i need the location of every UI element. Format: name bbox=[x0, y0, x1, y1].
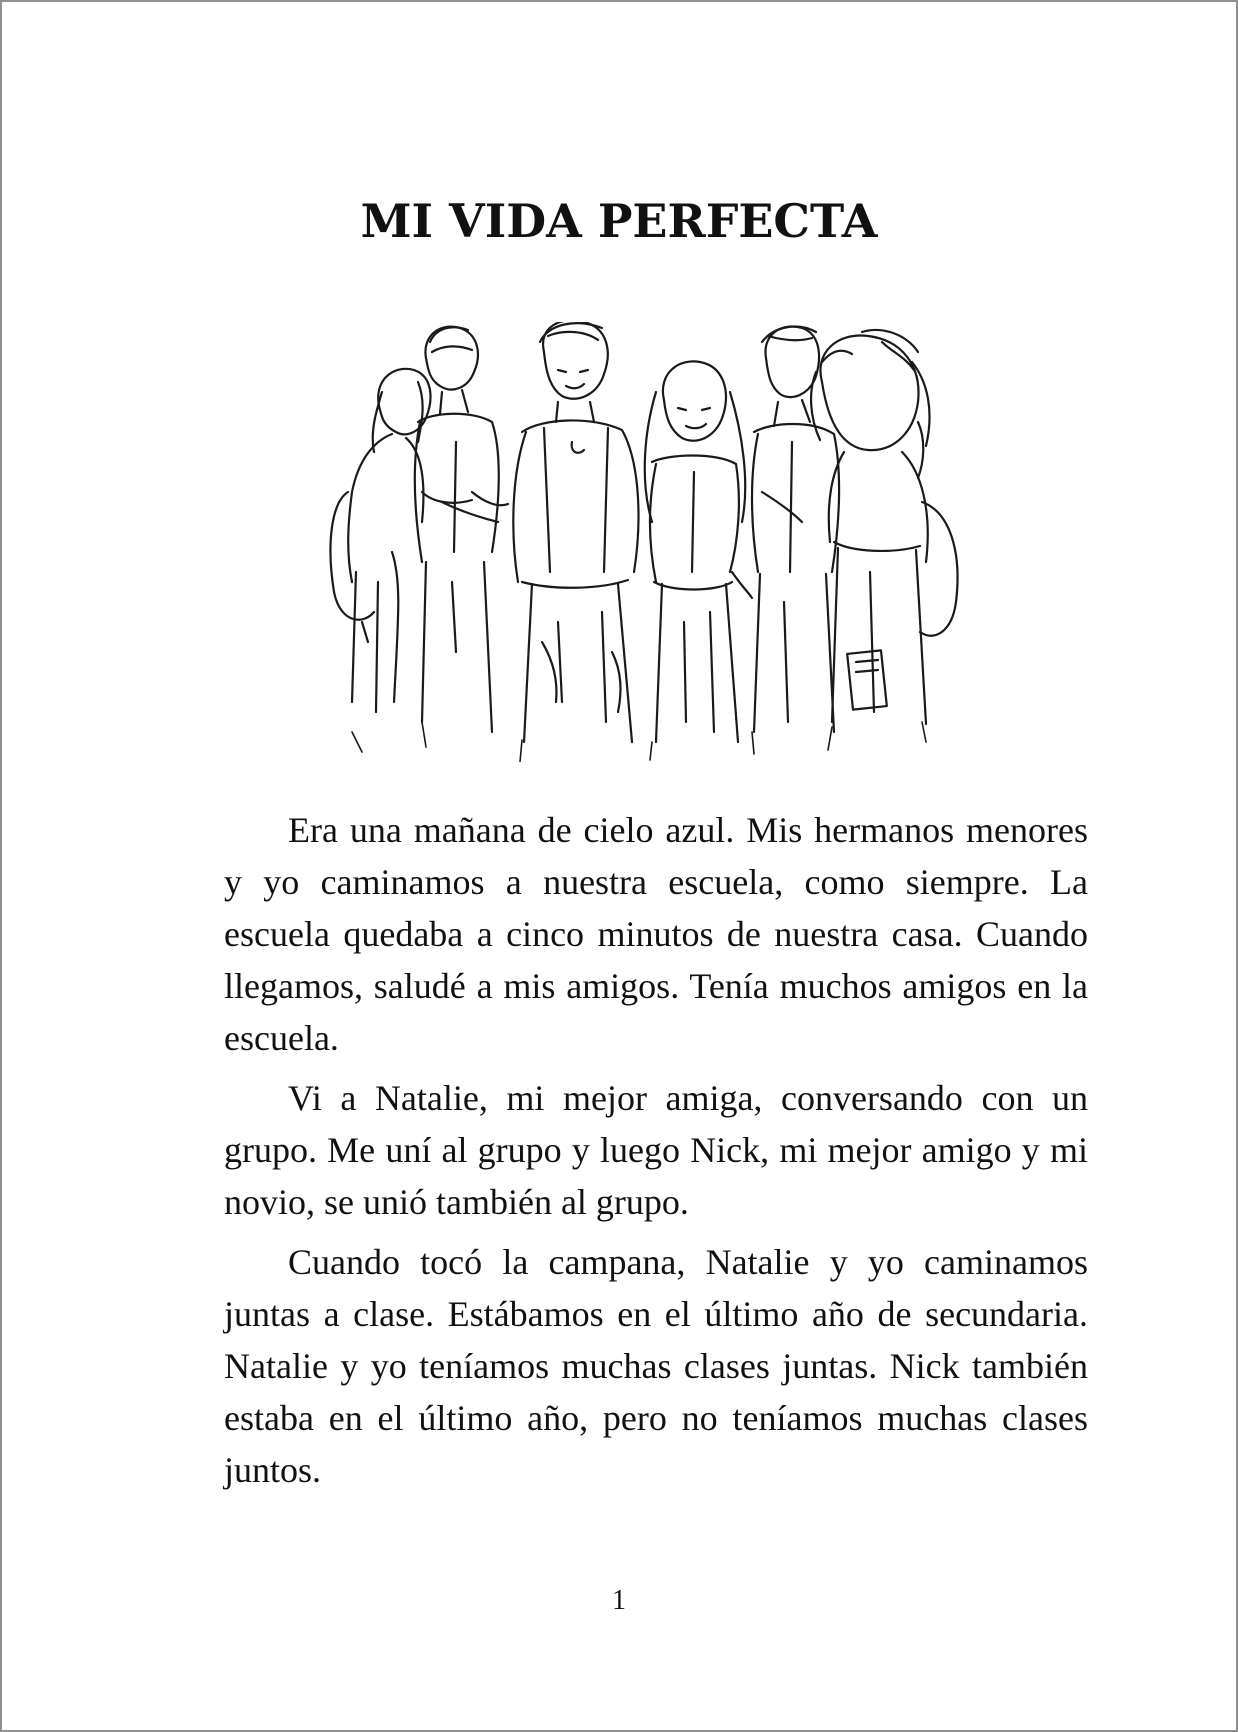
story-text bbox=[224, 804, 1088, 1504]
students-illustration bbox=[322, 322, 1012, 762]
chapter-title: MI VIDA PERFECTA bbox=[360, 194, 878, 248]
student-figure-1 bbox=[330, 369, 472, 712]
student-figure-4 bbox=[645, 361, 752, 742]
student-figure-3 bbox=[513, 322, 638, 742]
paragraph-2: Vi a Natalie, mi mejor amiga, conversando con un grupo. Me uní al grupo y luego Nick, mi mejor amigo y mi novio, se unió también al grupo. bbox=[224, 1078, 1088, 1222]
group-of-students-sketch-icon bbox=[322, 322, 1012, 762]
page-number: 1 bbox=[612, 1585, 626, 1616]
paragraph-1: Era una mañana de cielo azul. Mis hermanos menores y yo caminamos a nuestra escuela, como siempre. La escuela quedaba a cinco minutos de nuestra casa. Cuando llegamos, saludé a mis amigos. Tenía muchos amigos en la escuela. bbox=[224, 810, 1088, 1058]
paragraph-3: Cuando tocó la campana, Natalie y yo caminamos juntas a clase. Estábamos en el último año de secundaria. Natalie y yo teníamos muchas clases juntas. Nick también estaba en el último año, pero no teníamos muchas clases juntos. bbox=[224, 1242, 1088, 1490]
student-figure-5 bbox=[752, 326, 839, 732]
student-figure-6 bbox=[811, 330, 957, 724]
